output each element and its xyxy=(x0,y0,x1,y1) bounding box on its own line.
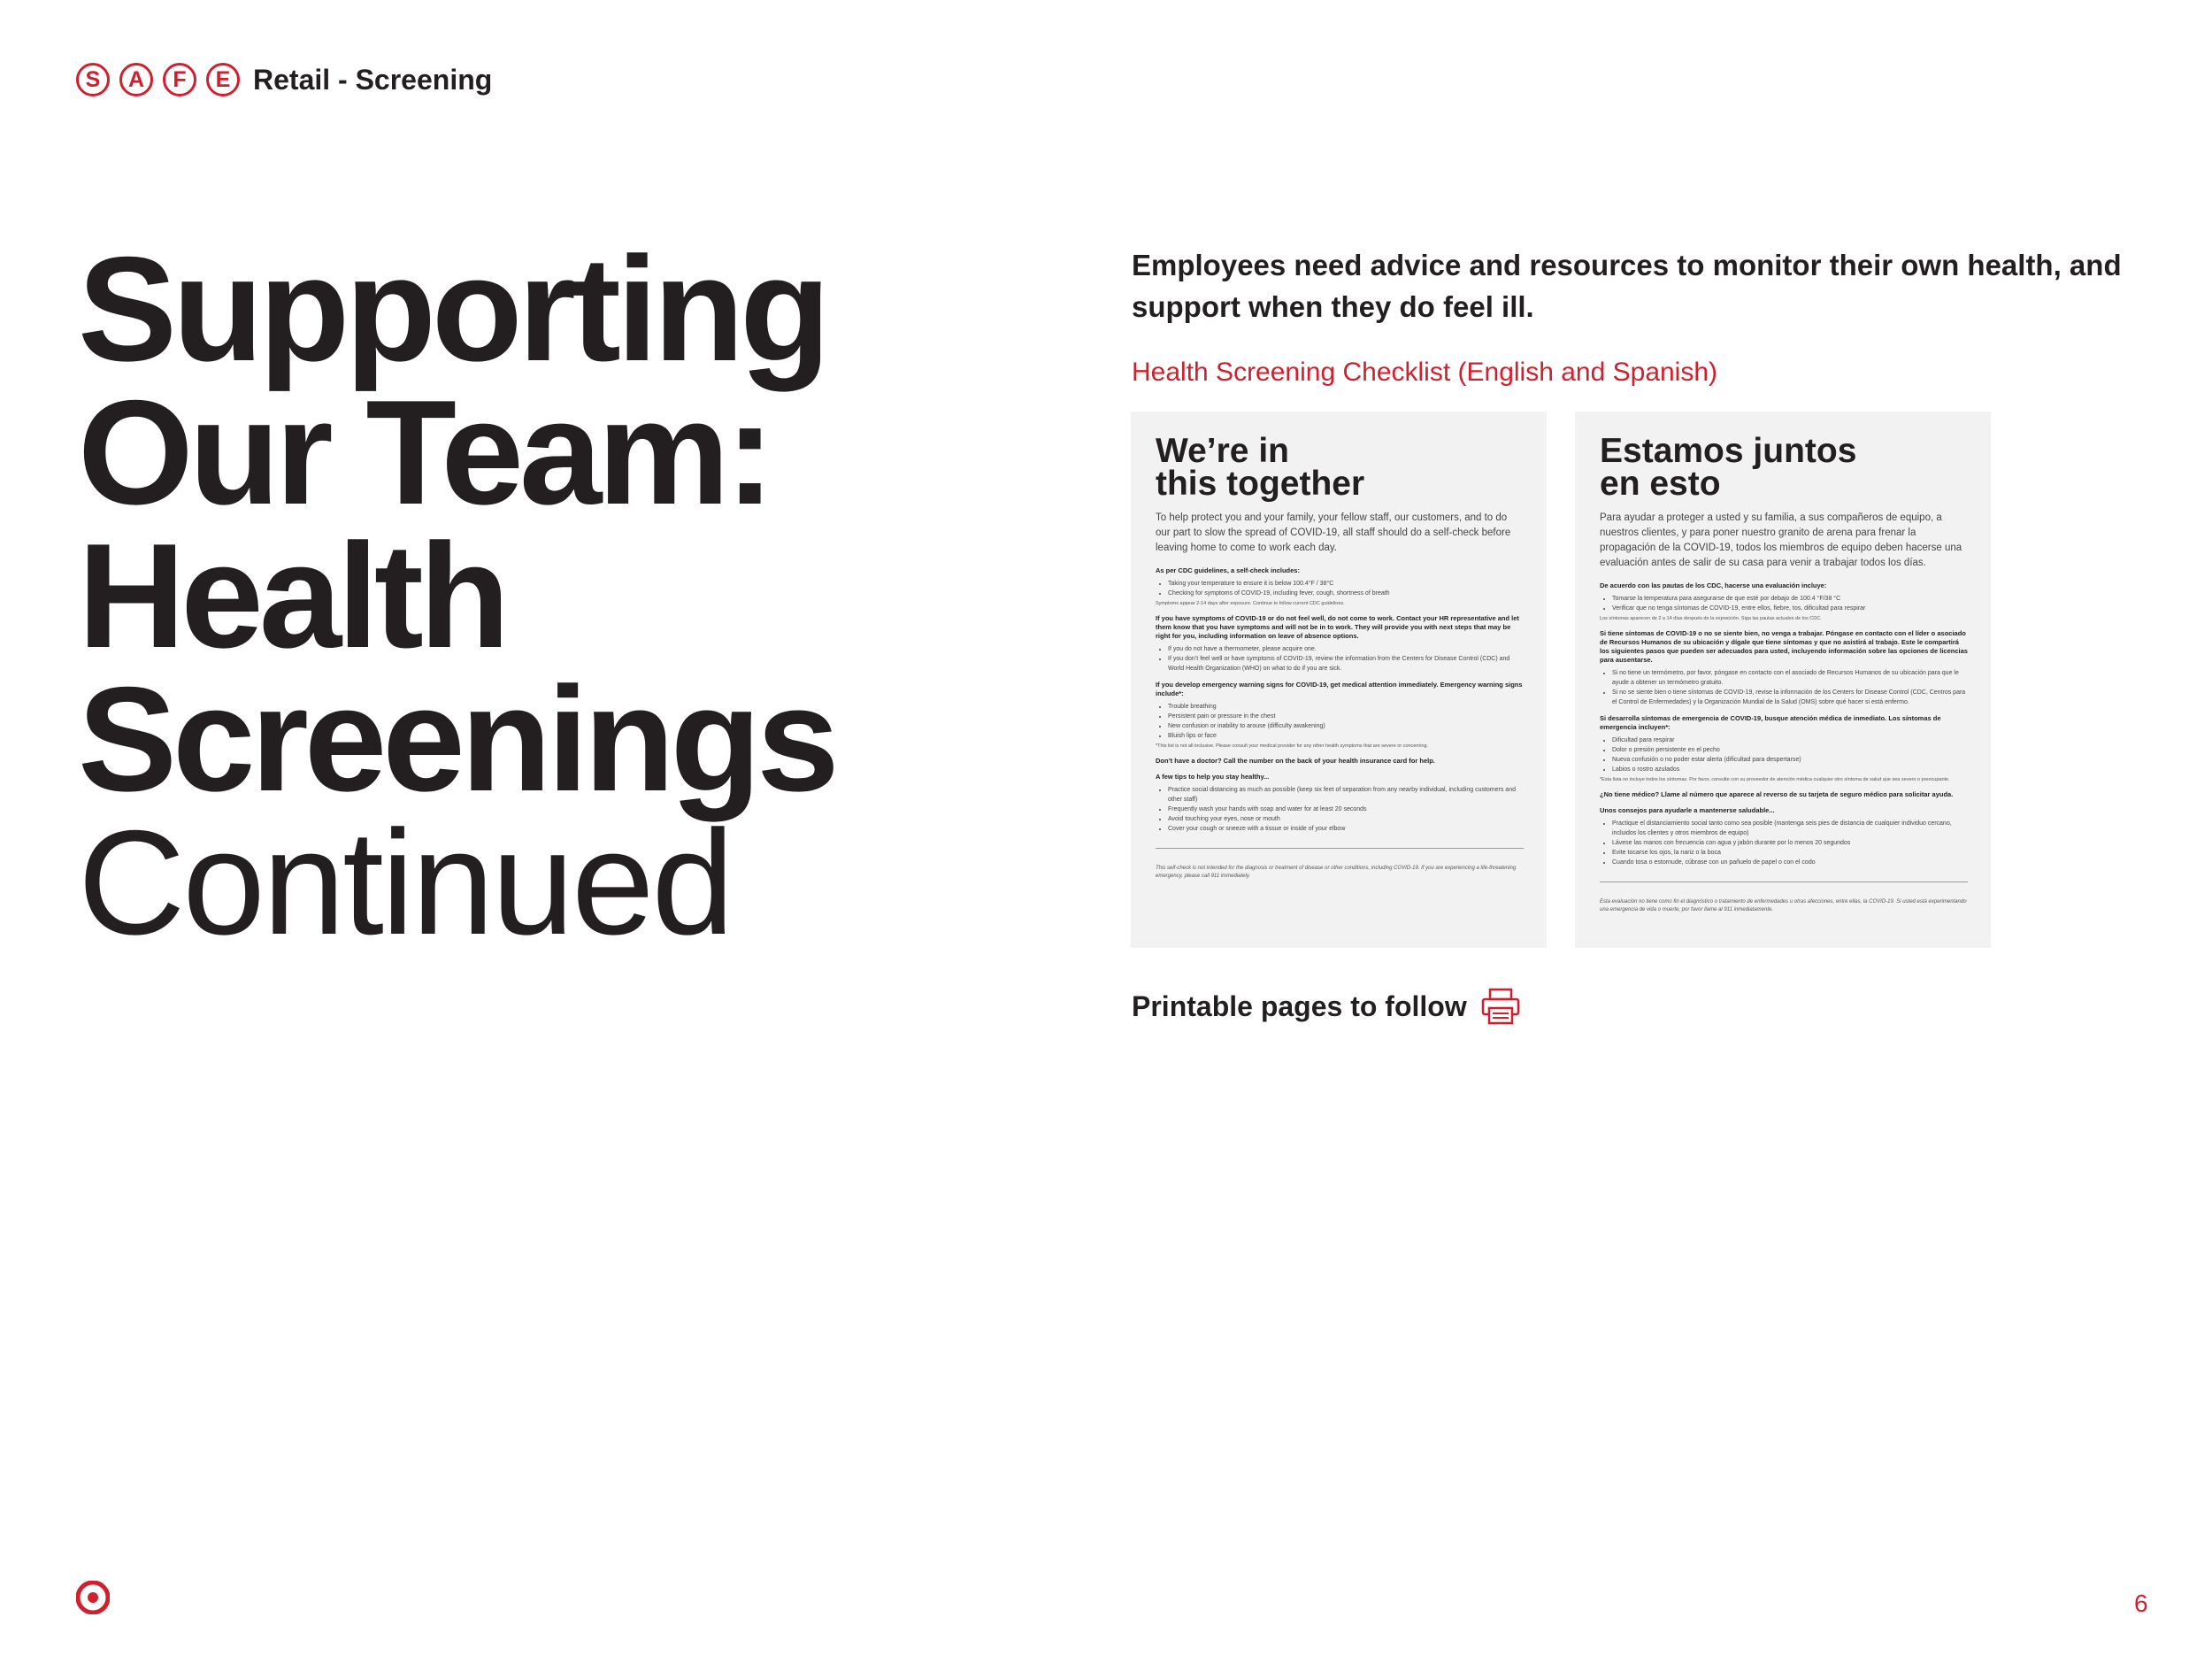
list-item: • Cover your cough or sneeze with a tissue or inside of your elbow xyxy=(1168,824,1524,834)
list-item: • Verificar que no tenga síntomas de COVID-19, entre ellos, fiebre, tos, dificultad para respirar xyxy=(1612,604,1968,613)
card-subheading: Don’t have a doctor? Call the number on the back of your health insurance card for help. xyxy=(1156,757,1435,765)
list-item: • Cuando tosa o estornude, cúbrase con un pañuelo de papel o con el codo xyxy=(1612,858,1968,867)
card-fine-print: *Esta lista no incluye todos los síntomas. Por favor, consulte con su proveedor de atención médica cualquier otro síntoma de salud que sea severo o preocupante. xyxy=(1600,777,1950,782)
list-item: • Practice social distancing as much as possible (keep six feet of separation from any nearby individual, including customers and other staff) xyxy=(1168,785,1524,805)
card-list xyxy=(1156,702,1524,741)
list-item: • Tomarse la temperatura para asegurarse de que esté por debajo de 100.4 °F/38 °C xyxy=(1612,594,1968,604)
title-line: Our Team: xyxy=(78,369,771,535)
safe-letter-e: E xyxy=(206,63,240,96)
card-divider xyxy=(1156,848,1524,849)
list-item: • Evite tocarse los ojos, la nariz o la boca xyxy=(1612,848,1968,858)
card-subheading: Unos consejos para ayudarle a mantenerse saludable... xyxy=(1600,806,1775,814)
card-subheading: A few tips to help you stay healthy... xyxy=(1156,773,1270,781)
safe-letter-a: A xyxy=(119,63,153,96)
card-lead: To help protect you and your family, your fellow staff, our customers, and to do our part to slow the spread of COVID-19, all staff should do a self-check before leaving home to come to work each day. xyxy=(1156,512,1511,553)
header-title: Retail - Screening xyxy=(253,63,493,96)
card-footnote: This self-check is not intended for the diagnosis or treatment of disease or other conditions, including COVID-19. If you are experiencing a life-threatening emergency, please call 911 immediately. xyxy=(1156,866,1517,879)
card-fine-print: Los síntomas aparecen de 2 a 14 días después de la exposición. Siga las pautas actuales de los CDC. xyxy=(1600,616,1822,621)
safe-letter-f: F xyxy=(163,63,196,96)
list-item: • Labios o rostro azulados xyxy=(1612,765,1968,774)
card-list xyxy=(1600,735,1968,774)
list-item: • Si no se siente bien o tiene síntomas de COVID-19, revise la información de los Centers for Disease Control (CDC, Centros para el Control de Enfermedades) y la Organización Mundial de la Salud (OMS) sobre qué hacer si está enfermo. xyxy=(1612,688,1968,707)
bullseye-logo-icon xyxy=(76,1581,110,1614)
card-fine-print: Symptoms appear 2-14 days after exposure. Continue to follow current CDC guidelines. xyxy=(1156,601,1345,606)
card-list xyxy=(1156,644,1524,674)
card-title-line: en esto xyxy=(1600,465,1721,503)
card-subheading: As per CDC guidelines, a self-check includes: xyxy=(1156,566,1300,574)
card-title-line: this together xyxy=(1156,465,1365,503)
list-item: • Checking for symptoms of COVID-19, including fever, cough, shortness of breath xyxy=(1168,589,1524,598)
list-item: • Trouble breathing xyxy=(1168,702,1524,712)
card-subheading: Si desarrolla síntomas de emergencia de COVID-19, busque atención médica de inmediato. Los síntomas de emergencia incluyen*: xyxy=(1600,714,1941,731)
page-header xyxy=(76,60,492,99)
card-subheading: If you develop emergency warning signs for COVID-19, get medical attention immediately. Emergency warning signs include*: xyxy=(1156,681,1523,697)
page-number: 6 xyxy=(2134,1590,2148,1617)
card-subheading: ¿No tiene médico? Llame al número que aparece al reverso de su tarjeta de seguro médico para solicitar ayuda. xyxy=(1600,790,1954,798)
list-item: • Dolor o presión persistente en el pecho xyxy=(1612,745,1968,755)
card-title xyxy=(1156,432,1524,503)
printable-pages-note[interactable] xyxy=(1132,988,1520,1025)
card-lead: Para ayudar a proteger a usted y su familia, a sus compañeros de equipo, a nuestros clientes, y para poner nuestro granito de arena para frenar la propagación de la COVID-19, todos los miembros de equipo deben hacerse una evaluación antes de salir de su casa para venir a trabajar todos los días. xyxy=(1600,512,1962,568)
printable-label: Printable pages to follow xyxy=(1132,989,1467,1022)
card-list xyxy=(1156,579,1524,598)
list-item: • If you do not have a thermometer, please acquire one. xyxy=(1168,644,1524,654)
card-title-line: Estamos juntos xyxy=(1600,432,1857,470)
list-item: • Lávese las manos con frecuencia con agua y jabón durante por lo menos 20 segundos xyxy=(1612,838,1968,848)
card-subheading: Si tiene síntomas de COVID-19 o no se siente bien, no venga a trabajar. Póngase en contacto con el líder o asociado de Recursos Humanos de su ubicación y dígale que tiene síntomas y que no asistirá al trabajo. Este le compartirá los siguientes pasos que pueden ser adecuados para usted, incluyendo información sobre las opciones de licencias para ausentarse. xyxy=(1600,629,1968,664)
card-footnote: Esta evaluación no tiene como fin el diagnóstico o tratamiento de enfermedades u otras afecciones, entre ellas, la COVID-19. Si usted está experimentando una emergencia de vida o muerte, por favor llame al 911 inmediatamente. xyxy=(1600,899,1967,912)
list-item: • Bluish lips or face xyxy=(1168,731,1524,741)
list-item: • Frequently wash your hands with soap and water for at least 20 seconds xyxy=(1168,805,1524,814)
title-line: Screenings xyxy=(78,656,835,822)
list-item: • New confusion or inability to arouse (difficulty awakening) xyxy=(1168,721,1524,731)
card-title xyxy=(1600,432,1968,503)
page-title xyxy=(78,226,835,966)
list-item: • If you don’t feel well or have symptoms of COVID-19, review the information from the Centers for Disease Control (CDC) and World Health Organization (WHO) on what to do if you are sick. xyxy=(1168,654,1524,674)
card-title-line: We’re in xyxy=(1156,432,1289,470)
safe-letter-s: S xyxy=(76,63,110,96)
card-subheading: If you have symptoms of COVID-19 or do not feel well, do not come to work. Contact your HR representative and let them know that you have symptoms and will not be in to work. They will provide you with next steps that may be right for you, including information on leave of absence options. xyxy=(1156,614,1519,640)
title-line: Supporting xyxy=(78,226,826,392)
checklist-preview-spanish xyxy=(1575,412,1991,948)
list-item: • Si no tiene un termómetro, por favor, póngase en contacto con el asociado de Recursos Humanos de su ubicación para que le ayude a obtener un termómetro gratuito. xyxy=(1612,668,1968,688)
card-list xyxy=(1156,785,1524,834)
list-item: • Persistent pain or pressure in the chest xyxy=(1168,712,1524,721)
title-line-continued: Continued xyxy=(78,799,732,966)
list-item: • Taking your temperature to ensure it is below 100.4°F / 38°C xyxy=(1168,579,1524,589)
list-item: • Avoid touching your eyes, nose or mouth xyxy=(1168,814,1524,824)
printer-icon xyxy=(1481,988,1520,1025)
title-line: Health xyxy=(78,512,506,679)
health-checklist-link[interactable]: Health Screening Checklist (English and Spanish) xyxy=(1132,358,1718,387)
checklist-preview-english xyxy=(1131,412,1547,948)
card-fine-print: *This list is not all inclusive. Please consult your medical provider for any other health symptoms that are severe or concerning. xyxy=(1156,743,1429,749)
intro-text: Employees need advice and resources to monitor their own health, and support when they do feel ill. xyxy=(1132,249,2122,323)
card-list xyxy=(1600,594,1968,613)
list-item: • Nueva confusión o no poder estar alerta (dificultad para despertarse) xyxy=(1612,755,1968,765)
card-list xyxy=(1600,819,1968,867)
card-subheading: De acuerdo con las pautas de los CDC, hacerse una evaluación incluye: xyxy=(1600,581,1827,589)
card-list xyxy=(1600,668,1968,707)
list-item: • Practique el distanciamiento social tanto como sea posible (mantenga seis pies de distancia de cualquier individuo cercano, incluidos los clientes y otros miembros de equipo) xyxy=(1612,819,1968,838)
list-item: • Dificultad para respirar xyxy=(1612,735,1968,745)
